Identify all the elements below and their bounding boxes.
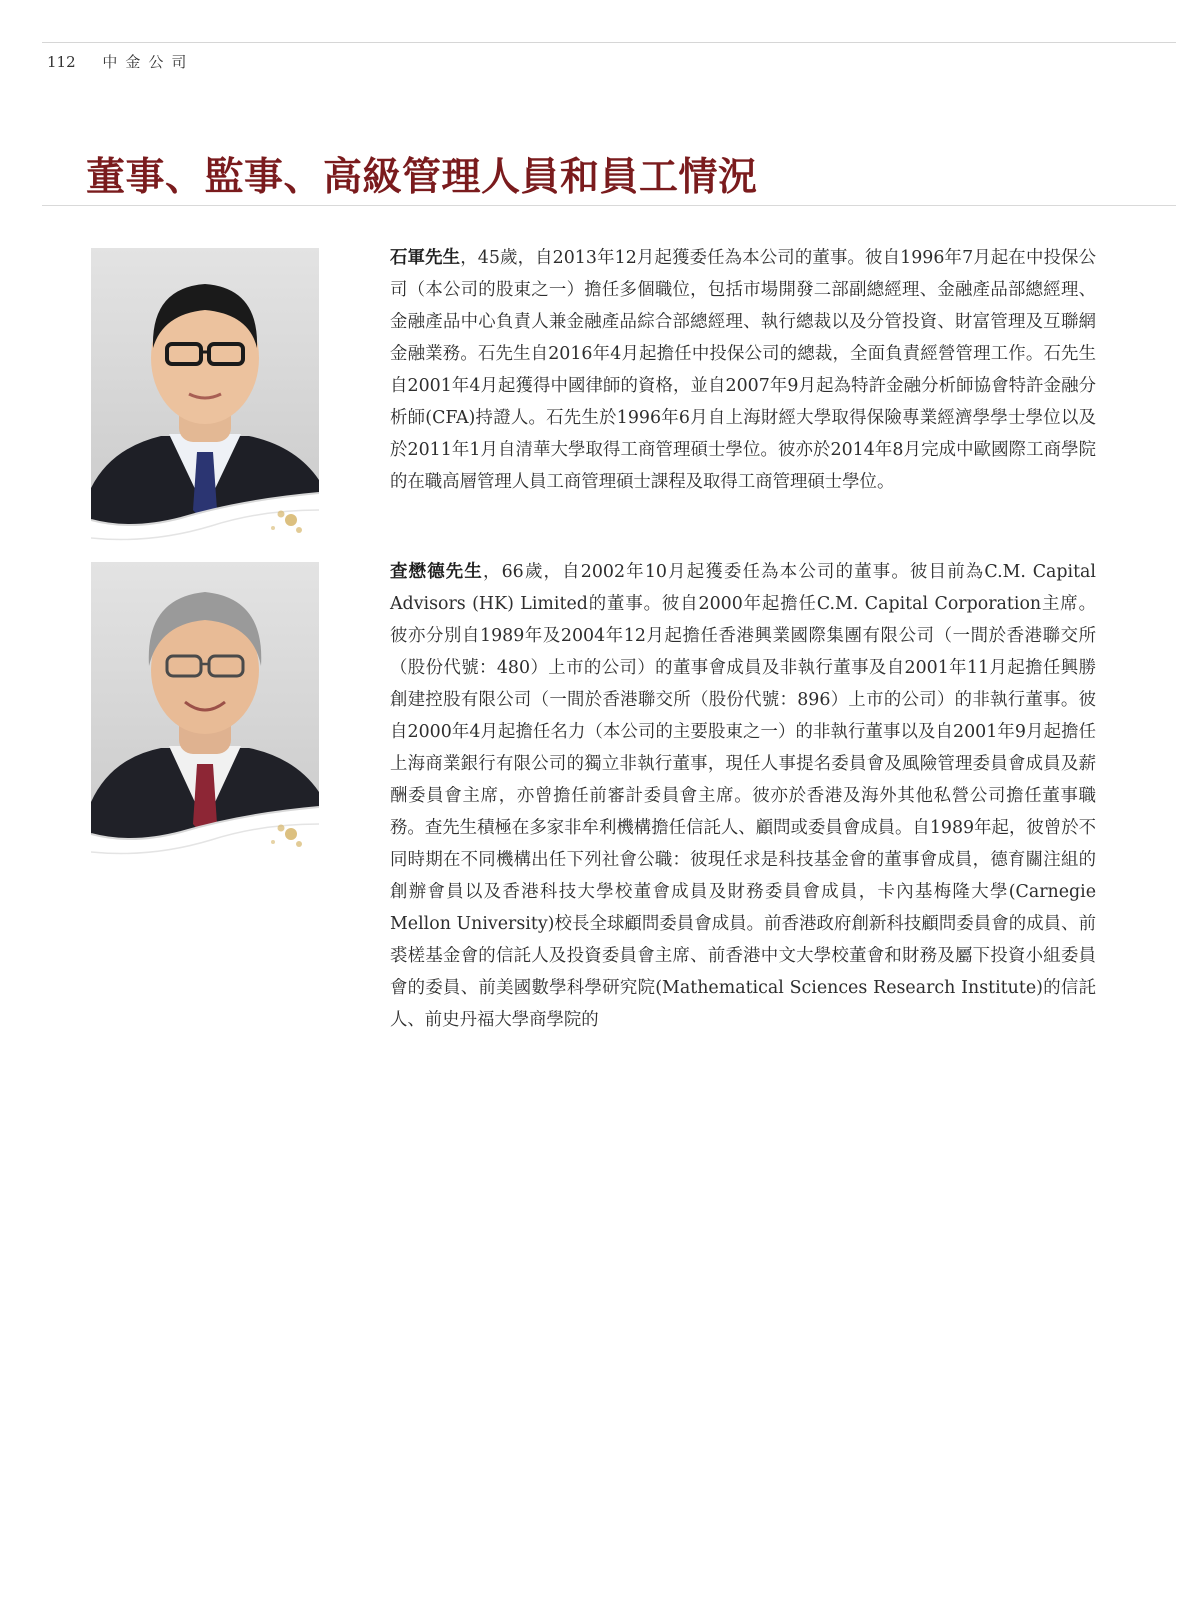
director-bio-1 (390, 242, 1096, 498)
running-header (47, 51, 194, 72)
header-rule (42, 42, 1176, 43)
director-portrait-1 (91, 248, 319, 544)
page-title: 董事、監事、高級管理人員和員工情況 (86, 154, 758, 200)
title-rule (42, 205, 1176, 206)
director-bio-text: ，45歲，自2013年12月起獲委任為本公司的董事。彼自1996年7月起在中投保公司（本公司的股東之一）擔任多個職位，包括市場開發二部副總經理、金融產品部總經理、金融產品中心負責人兼金融產品綜合部總經理、執行總裁以及分管投資、財富管理及互聯網金融業務。石先生自2016年4月起擔任中投保公司的總裁，全面負責經營管理工作。石先生自2001年4月起獲得中國律師的資格，並自2007年9月起為特許金融分析師協會特許金融分析師(CFA)持證人。石先生於1996年6月自上海財經大學取得保險專業經濟學學士學位以及於2011年1月自清華大學取得工商管理碩士學位。彼亦於2014年8月完成中歐國際工商學院的在職高層管理人員工商管理碩士課程及取得工商管理碩士學位。 (390, 248, 1096, 492)
company-name: 中金公司 (102, 53, 195, 71)
director-name: 石軍先生 (390, 248, 461, 268)
director-portrait-2 (91, 562, 319, 858)
director-bio-2 (390, 556, 1096, 1036)
director-name: 查懋德先生 (390, 562, 484, 582)
page-number: 112 (47, 53, 76, 71)
director-bio-text: ，66歲，自2002年10月起獲委任為本公司的董事。彼目前為C.M. Capital Advisors (HK) Limited的董事。彼自2000年起擔任C.M. Capital Corporation主席。彼亦分別自1989年及2004年12月起擔任香港興業國際集團有限公司（一間於香港聯交所（股份代號：480）上市的公司）的董事會成員及非執行董事及自2001年11月起擔任興勝創建控股有限公司（一間於香港聯交所（股份代號：896）上市的公司）的非執行董事。彼自2000年4月起擔任名力（本公司的主要股東之一）的非執行董事以及自2001年9月起擔任上海商業銀行有限公司的獨立非執行董事，現任人事提名委員會及風險管理委員會成員及薪酬委員會主席，亦曾擔任前審計委員會主席。彼亦於香港及海外其他私營公司擔任董事職務。查先生積極在多家非牟利機構擔任信託人、顧問或委員會成員。自1989年起，彼曾於不同時期在不同機構出任下列社會公職：彼現任求是科技基金會的董事會成員，德育關注組的創辦會員以及香港科技大學校董會成員及財務委員會成員，卡內基梅隆大學(Carnegie Mellon University)校長全球顧問委員會成員。前香港政府創新科技顧問委員會的成員、前裘槎基金會的信託人及投資委員會主席、前香港中文大學校董會和財務及屬下投資小組委員會的委員、前美國數學科學研究院(Mathematical Sciences Research Institute)的信託人、前史丹福大學商學院的 (390, 562, 1096, 1030)
